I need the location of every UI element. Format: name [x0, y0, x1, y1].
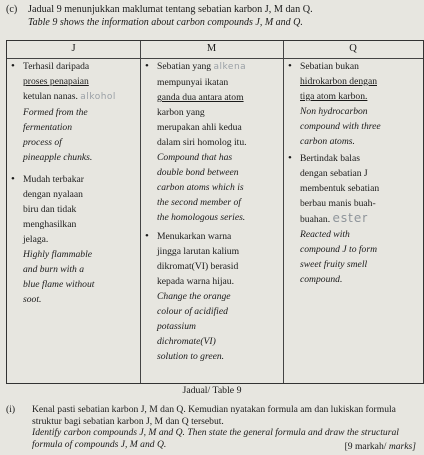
table-caption: Jadual/ Table 9	[182, 385, 242, 396]
cell-j	[9, 59, 139, 307]
header-q: Q	[349, 43, 357, 54]
table-9	[6, 40, 424, 384]
q-point-1: • Sebatian bukan hidrokarbon dengan tiga atom karbon. Non hydrocarbon compound with three carbon atoms.	[286, 59, 422, 149]
header-m: M	[206, 43, 217, 54]
handwritten-note-q: ester	[332, 211, 369, 225]
cell-q	[286, 59, 422, 287]
m-point-1: • Sebatian yang alkena mempunyai ikatan ganda dua antara atom karbon yang merupakan ahli kedua dalam siri homolog itu. Compound that has double bond between carbon atoms which is the second member of the homologous series.	[143, 59, 283, 225]
intro-english: Table 9 shows the information about carbon compounds J, M and Q.	[28, 17, 303, 28]
intro-ms-text: Jadual 9 menunjukkan maklumat tentang sebatian karbon J, M dan Q.	[28, 4, 313, 15]
handwritten-note-m: alkena	[213, 62, 247, 72]
marks-allocation: [9 markah/ marks]	[344, 441, 416, 452]
intro-malay	[6, 4, 313, 15]
m-point-2: • Menukarkan warna jingga larutan kalium dikromat(VI) berasid kepada warna hijau. Change the orange colour of acidified potassium dichromate(VI) solution to green.	[143, 229, 283, 364]
part-label: (c)	[6, 4, 18, 15]
question-label: (i)	[6, 404, 16, 415]
column-divider	[140, 41, 141, 383]
column-divider	[283, 41, 284, 383]
question-en: Identify carbon compounds J, M and Q. Then state the general formula and draw the structural formula of compounds J, M and Q.	[32, 427, 399, 450]
question-ms: Kenal pasti sebatian karbon J, M dan Q. Kemudian nyatakan formula am dan lukiskan formula struktur bagi sebatian karbon J, M dan Q tersebut.	[32, 404, 396, 427]
cell-m	[143, 59, 283, 364]
q-point-2: • Bertindak balas dengan sebatian J membentuk sebatian berbau manis buah- buahan. ester Reacted with compound J to form sweet fruity smell compound.	[286, 151, 422, 287]
j-point-2: • Mudah terbakar dengan nyalaan biru dan tidak menghasilkan jelaga. Highly flammable and burn with a blue flame without soot.	[9, 172, 139, 307]
header-j: J	[71, 43, 76, 54]
handwritten-note-j: alkohol	[80, 92, 116, 102]
j-point-1: • Terhasil daripada proses penapaian ketulan nanas. alkohol Formed from the fermentation process of pineapple chunks.	[9, 59, 139, 165]
